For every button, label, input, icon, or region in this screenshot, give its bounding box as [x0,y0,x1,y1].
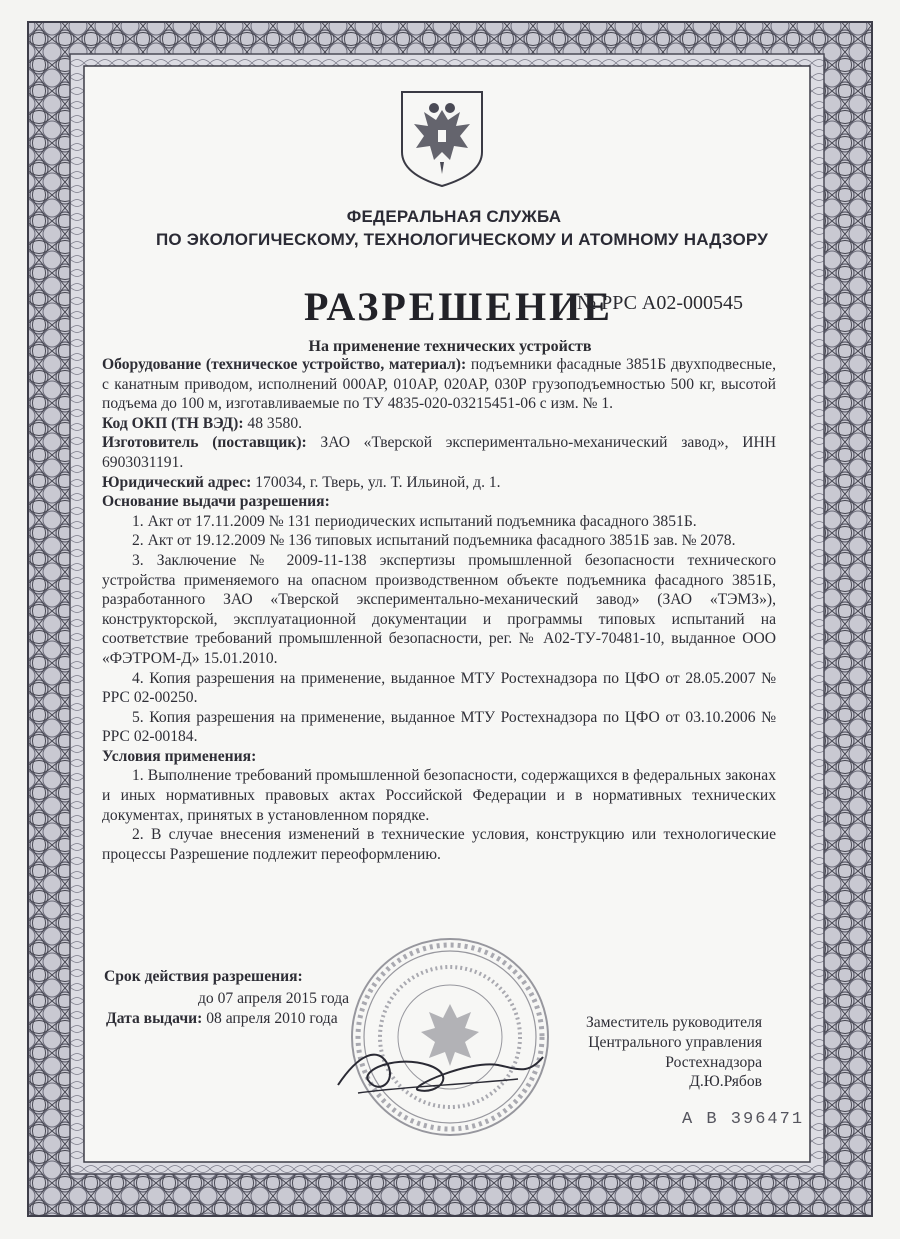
agency-name-line1: ФЕДЕРАЛЬНАЯ СЛУЖБА [346,207,562,226]
form-serial-number: А В 396471 [682,1110,805,1129]
okp-value: 48 3580. [243,414,303,432]
signer-position-line2: Центрального управления [588,1033,762,1051]
okp-label: Код ОКП (ТН ВЭД): [102,414,244,432]
basis-item: 1. Акт от 17.11.2009 № 131 периодических испытаний подъемника фасадного 3851Б. [132,512,697,530]
condition-item: 2. В случае внесения изменений в технические условия, конструкцию или технологические процессы Разрешение подлежит переоформлению. [102,826,776,863]
okp-paragraph [102,414,776,434]
basis-item: 5. Копия разрешения на применение, выданное МТУ Ростехнадзора по ЦФО от 03.10.2006 № РРС 02-00184. [102,708,776,746]
manufacturer-value: ЗАО «Тверской экспериментально-механический завод», ИНН 6903031191. [102,434,776,471]
issue-date: 08 апреля 2010 года [202,1010,338,1027]
manufacturer-label: Изготовитель (поставщик): [102,434,307,452]
basis-item: 3. Заключение № 2009-11-138 экспертизы промышленной безопасности технического устройства применяемого на опасном производственном объекте подъемника фасадного 3851Б, разработанного ЗАО «Тверской экспериментально-механический завод» (ЗАО «ТЭМЗ»), конструкторской, эксплуатационной документации и программы типовых испытаний на соответствие требований промышленной безопасности, рег. № А02-ТУ-70481-10, выданное ООО «ФЭТРОМ-Д» 15.01.2010. [102,551,776,667]
basis-heading: Основание выдачи разрешения: [102,493,330,511]
validity-date: до 07 апреля 2015 года [198,990,350,1007]
coat-of-arms-icon [398,90,486,188]
address-paragraph [102,473,776,493]
issue-date-line [106,1010,338,1028]
equipment-label: Оборудование (техническое устройство, материал): [102,356,467,373]
signer-block [540,1013,762,1092]
equipment-text: подъемники фасадные 3851Б двухподвесные, с канатным приводом, исполнений 000АР, 010АР, 020АР, 030Р грузоподъемностью 500 кг, высотой подъема до 100 м, изготавливаемые по ТУ 4835-020-03215451-06 с изм. № 1. [102,356,776,413]
condition-item: 1. Выполнение требований промышленной безопасности, содержащихся в федеральных законах и иных нормативных правовых актах Российской Федерации и в нормативных технических документах, принятых в установленном порядке. [102,767,776,824]
basis-item: 2. Акт от 19.12.2009 № 136 типовых испытаний подъемника фасадного 3851Б зав. № 2078. [132,532,736,550]
address-value: 170034, г. Тверь, ул. Т. Ильиной, д. 1. [251,473,501,491]
document-subtitle: На применение технических устройств [308,338,592,355]
signer-name: Д.Ю.Рябов [689,1073,762,1091]
equipment-paragraph [102,355,776,414]
agency-name-line2: ПО ЭКОЛОГИЧЕСКОМУ, ТЕХНОЛОГИЧЕСКОМУ И АТОМНОМУ НАДЗОРУ [156,230,768,249]
signature-icon [318,1035,558,1105]
document-body [102,355,776,864]
document-title: РАЗРЕШЕНИЕ [304,284,613,329]
signer-position-line3: Ростехнадзора [665,1053,762,1071]
basis-item: 4. Копия разрешения на применение, выданное МТУ Ростехнадзора по ЦФО от 28.05.2007 № РРС 02-00250. [102,669,776,707]
issue-label: Дата выдачи: [106,1010,203,1027]
validity-heading: Срок действия разрешения: [104,968,303,985]
address-label: Юридический адрес: [102,473,252,491]
signer-position-line1: Заместитель руководителя [585,1014,762,1031]
conditions-heading: Условия применения: [102,747,257,765]
permit-number: № РРС А02-000545 [577,292,744,314]
manufacturer-paragraph [102,433,776,472]
